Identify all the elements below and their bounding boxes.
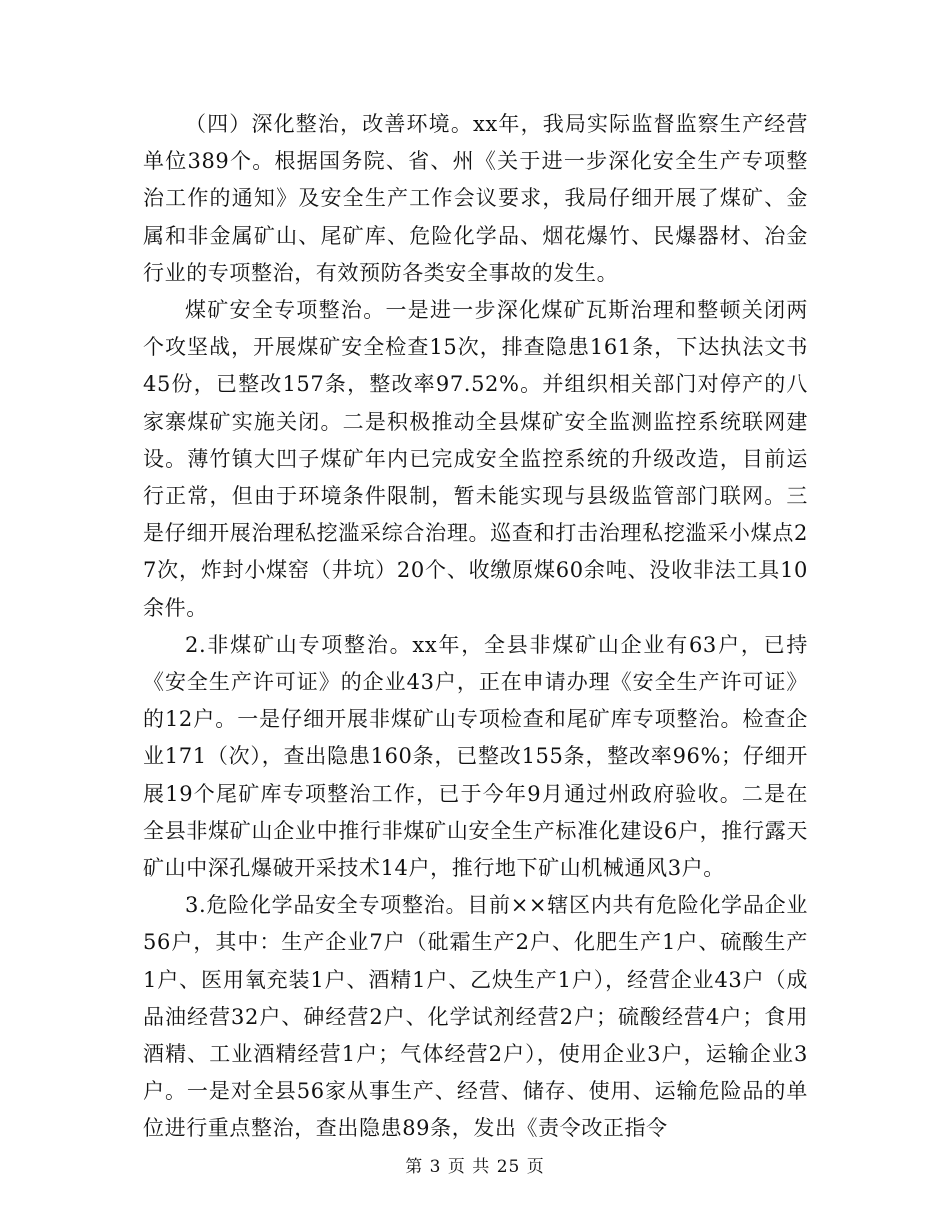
paragraph-deepen-rectification: （四）深化整治，改善环境。xx年，我局实际监督监察生产经营单位389个。根据国务院、省、州《关于进一步深化安全生产专项整治工作的通知》及安全生产工作会议要求，我局仔细开展了煤矿、金属和非金属矿山、尾矿库、危险化学品、烟花爆竹、民爆器材、冶金行业的专项整治，有效预防各类安全事故的发生。 (143, 112, 808, 285)
paragraph-coal-mine-safety: 煤矿安全专项整治。一是进一步深化煤矿瓦斯治理和整顿关闭两个攻坚战，开展煤矿安全检查15次，排查隐患161条，下达执法文书45份，已整改157条，整改率97.52%。并组织相关部门对停产的八家寨煤矿实施关闭。二是积极推动全县煤矿安全监测监控系统联网建设。薄竹镇大凹子煤矿年内已完成安全监控系统的升级改造，目前运行正常，但由于环境条件限制，暂未能实现与县级监管部门联网。三是仔细开展治理私挖滥采综合治理。巡查和打击治理私挖滥采小煤点27次，炸封小煤窑（井坑）20个、收缴原煤60余吨、没收非法工具10余件。 (143, 298, 808, 620)
paragraph-non-coal-mines: 2.非煤矿山专项整治。xx年，全县非煤矿山企业有63户，已持《安全生产许可证》的企业43户，正在申请办理《安全生产许可证》的12户。一是仔细开展非煤矿山专项检查和尾矿库专项整治。检查企业171（次），查出隐患160条，已整改155条，整改率96%；仔细开展19个尾矿库专项整治工作，已于今年9月通过州政府验收。二是在全县非煤矿山企业中推行非煤矿山安全生产标准化建设6户，推行露天矿山中深孔爆破开采技术14户，推行地下矿山机械通风3户。 (143, 632, 808, 881)
page-number-footer: 第 3 页 共 25 页 (405, 1157, 545, 1177)
document-body (143, 106, 808, 1148)
paragraph-hazardous-chemicals: 3.危险化学品安全专项整治。目前××辖区内共有危险化学品企业56户，其中：生产企业7户（砒霜生产2户、化肥生产1户、硫酸生产1户、医用氧充装1户、酒精1户、乙炔生产1户），经营企业43户（成品油经营32户、砷经营2户、化学试剂经营2户；硫酸经营4户；食用酒精、工业酒精经营1户；气体经营2户），使用企业3户，运输企业3户。一是对全县56家从事生产、经营、储存、使用、运输危险品的单位进行重点整治，查出隐患89条，发出《责令改正指令 (143, 893, 808, 1141)
